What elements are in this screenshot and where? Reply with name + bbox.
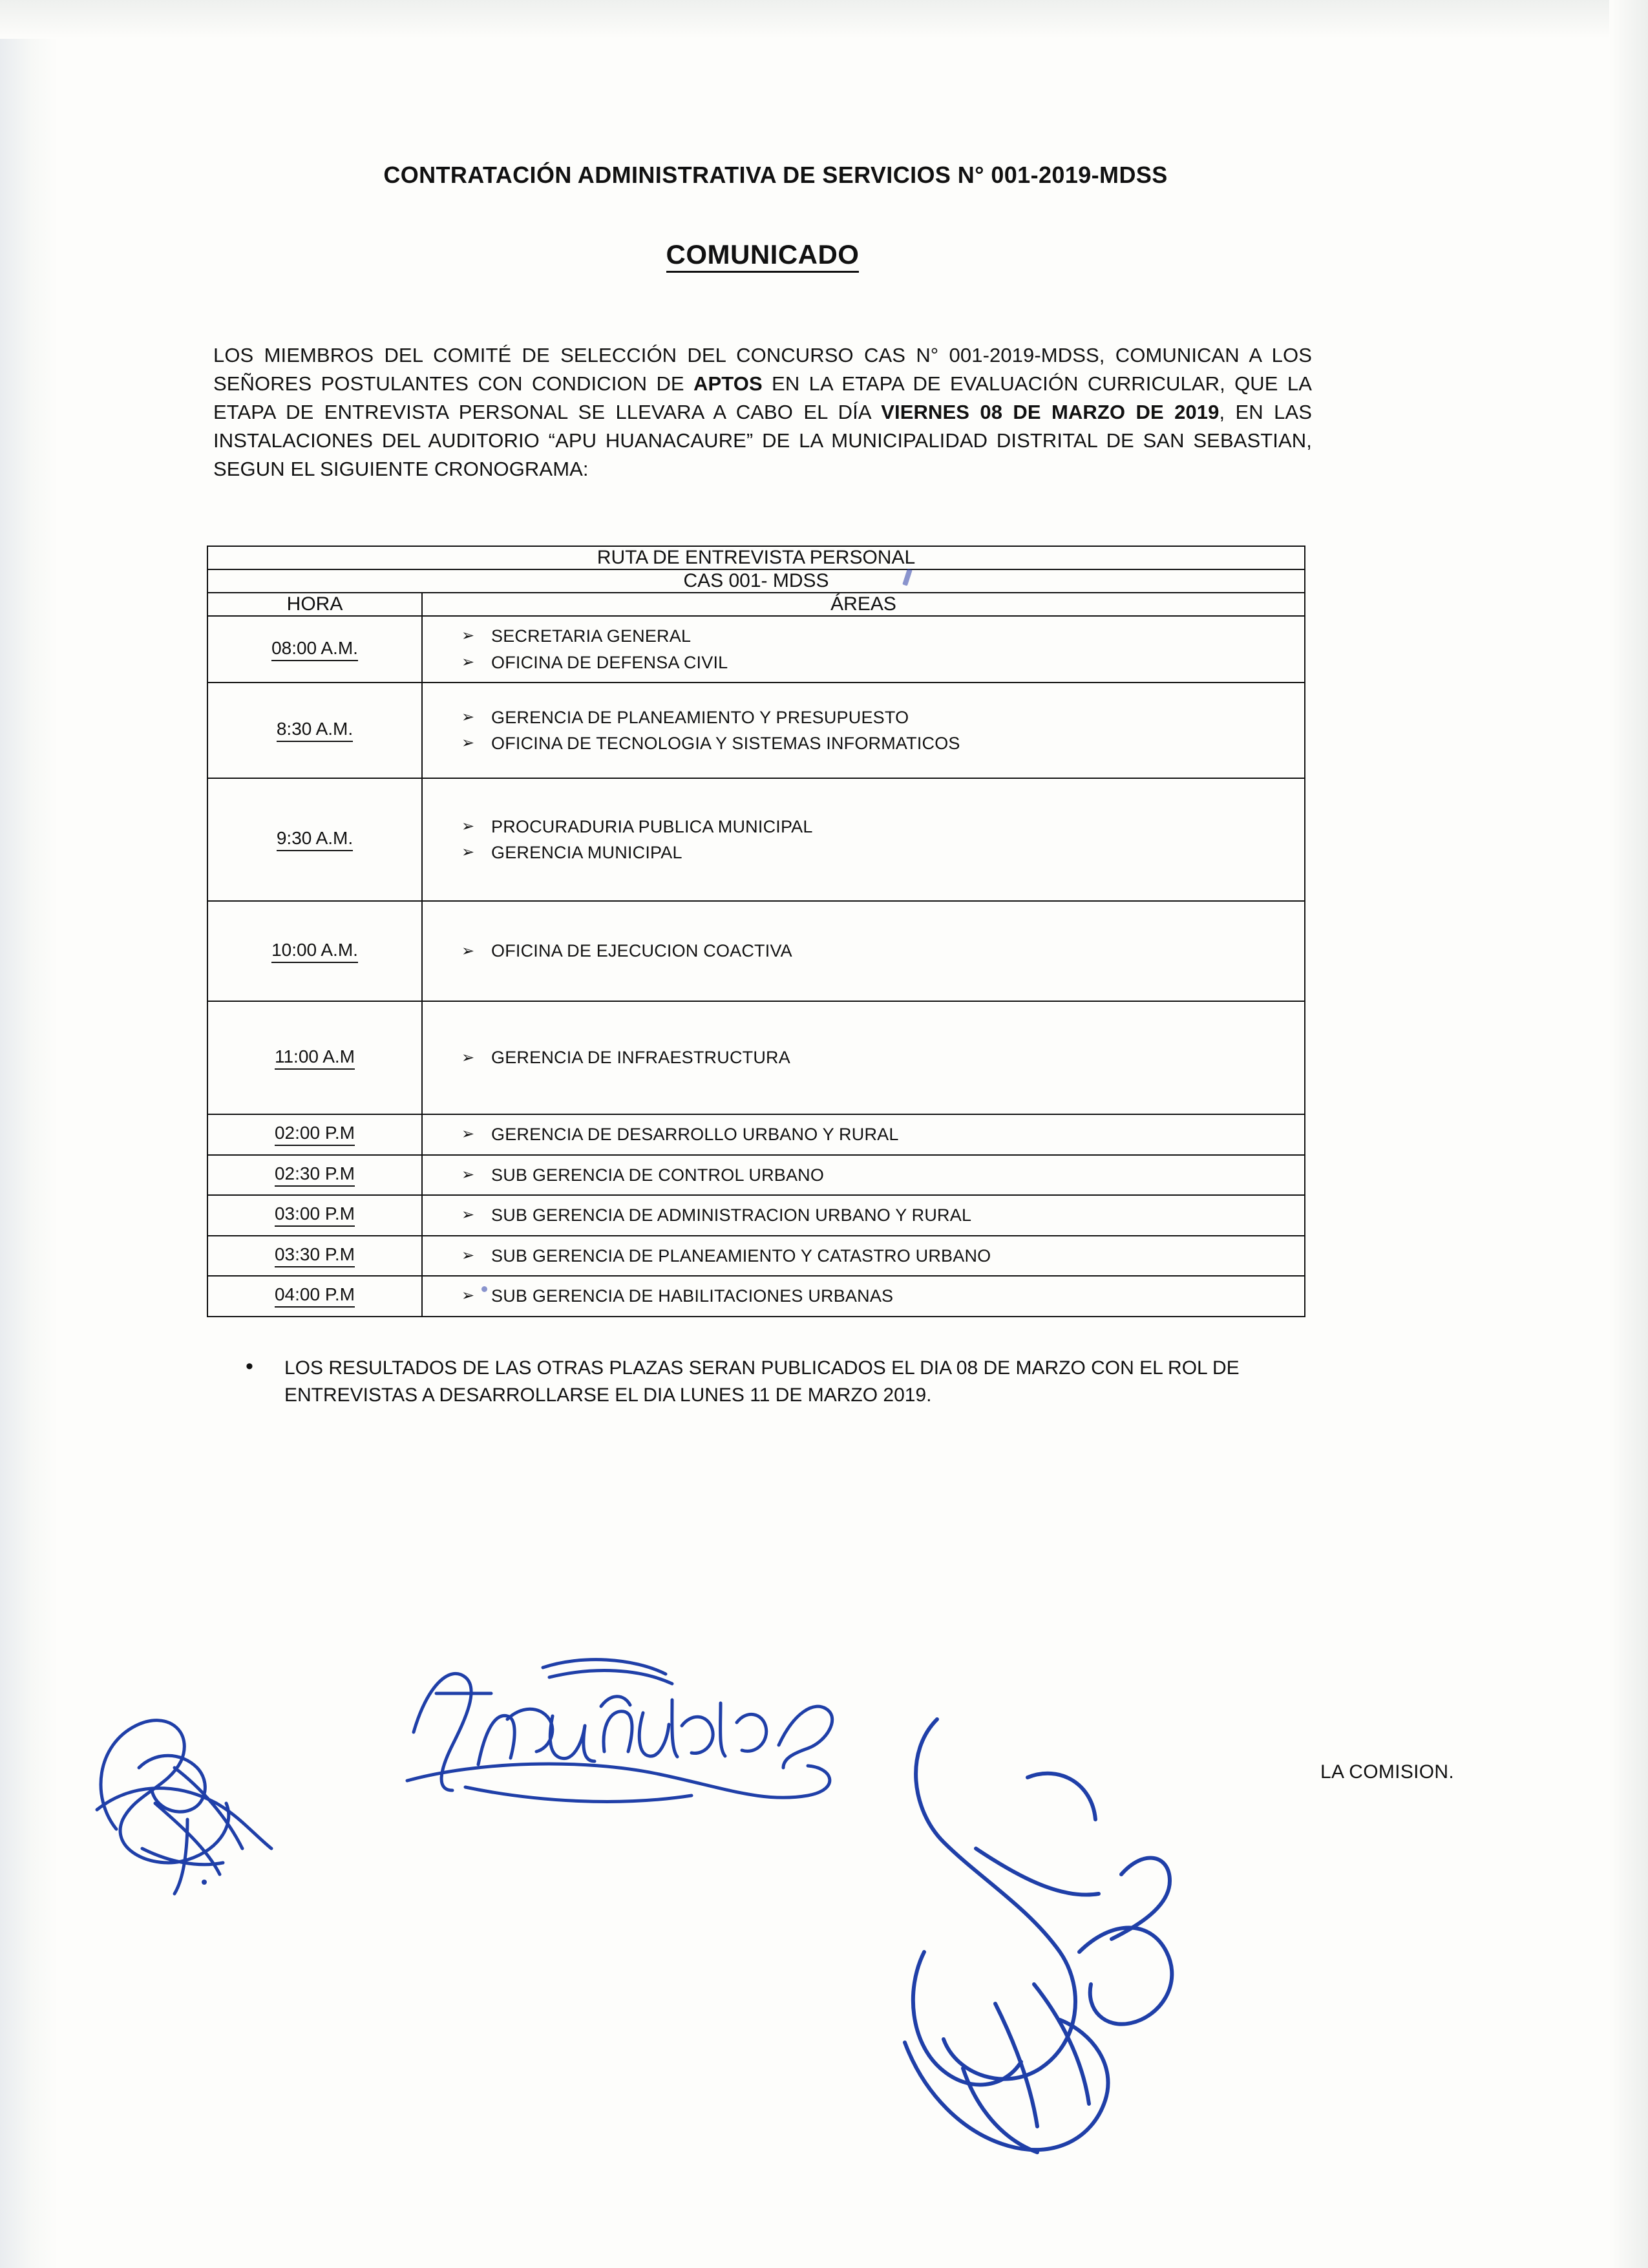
table-row	[207, 1276, 1305, 1317]
table-row	[207, 1114, 1305, 1155]
table-title-row-1	[207, 546, 1305, 569]
table-title-cell-2	[207, 569, 1305, 593]
row-hora-text: 03:30 P.M	[275, 1244, 355, 1267]
arrow-bullet-icon: ➢	[461, 1287, 475, 1305]
table-title-row-2	[207, 569, 1305, 593]
table-row	[207, 1155, 1305, 1196]
row-hora-text: 02:30 P.M	[275, 1163, 355, 1187]
schedule-table	[207, 546, 1305, 1317]
arrow-bullet-icon: ➢	[461, 1048, 475, 1066]
row-areas-cell	[422, 1195, 1305, 1236]
column-header-hora	[207, 593, 422, 616]
document-header-title: CONTRATACIÓN ADMINISTRATIVA DE SERVICIOS N° 001-2019-MDSS	[383, 162, 1168, 188]
area-label: SUB GERENCIA DE PLANEAMIENTO Y CATASTRO URBANO	[491, 1245, 991, 1266]
area-label: SUB GERENCIA DE CONTROL URBANO	[491, 1165, 825, 1185]
scan-edge-top	[0, 0, 1648, 39]
intro-paragraph-part3: , EN LAS INSTALACIONES DEL AUDITORIO “APU HUANACAURE” DE LA MUNICIPALIDAD DISTRITAL DE SAN SEBASTIAN, SEGUN EL SIGUIENTE CRONOGRAMA:	[213, 401, 1312, 481]
table-row	[207, 1001, 1305, 1114]
arrow-bullet-icon: ➢	[461, 708, 475, 726]
row-areas-cell	[422, 1236, 1305, 1277]
footer-note	[233, 1355, 1312, 1409]
intro-paragraph-bold2: VIERNES 08 DE MARZO DE 2019	[881, 401, 1220, 424]
arrow-bullet-icon: ➢	[461, 734, 475, 752]
list-item	[461, 623, 1304, 650]
scan-edge-left	[0, 0, 58, 2268]
area-label: PROCURADURIA PUBLICA MUNICIPAL	[491, 816, 813, 836]
row-areas-cell	[422, 1114, 1305, 1155]
row-hora-text: 08:00 A.M.	[271, 638, 358, 661]
list-item	[461, 840, 1304, 866]
table-row	[207, 778, 1305, 901]
arrow-bullet-icon: ➢	[461, 1125, 475, 1143]
table-title-line-2: CAS 001- MDSS	[683, 570, 829, 593]
arrow-bullet-icon: ➢	[461, 653, 475, 671]
row-hora-cell	[207, 1114, 422, 1155]
row-areas-cell	[422, 1001, 1305, 1114]
table-row	[207, 1236, 1305, 1277]
list-item	[461, 1162, 1304, 1189]
row-hora-cell	[207, 1155, 422, 1196]
document-subtitle-text: COMUNICADO	[666, 239, 860, 273]
row-areas-cell	[422, 1276, 1305, 1317]
area-label: OFICINA DE EJECUCION COACTIVA	[491, 941, 792, 961]
arrow-bullet-icon: ➢	[461, 1246, 475, 1264]
area-label: SECRETARIA GENERAL	[491, 626, 692, 646]
document-body	[213, 162, 1312, 1409]
row-areas-cell	[422, 901, 1305, 1001]
arrow-bullet-icon: ➢	[461, 843, 475, 862]
list-item	[461, 1283, 1304, 1309]
area-label: GERENCIA MUNICIPAL	[491, 843, 682, 863]
signature-middle	[388, 1629, 840, 1823]
row-hora-text: 8:30 A.M.	[277, 719, 353, 742]
row-hora-cell	[207, 683, 422, 778]
table-title-line-1: RUTA DE ENTREVISTA PERSONAL	[597, 547, 915, 570]
footer-note-text: LOS RESULTADOS DE LAS OTRAS PLAZAS SERAN PUBLICADOS EL DIA 08 DE MARZO CON EL ROL DE ENTREVISTAS A DESARROLLARSE EL DIA LUNES 11 DE MARZO 2019.	[284, 1357, 1240, 1406]
table-row	[207, 1195, 1305, 1236]
row-hora-text: 9:30 A.M.	[277, 828, 353, 851]
row-hora-text: 03:00 P.M	[275, 1203, 355, 1227]
commission-caption: LA COMISION.	[1320, 1761, 1454, 1783]
signature-left	[78, 1655, 349, 1926]
stray-ink-dot	[481, 1286, 487, 1292]
list-item	[461, 814, 1304, 840]
area-label: OFICINA DE DEFENSA CIVIL	[491, 652, 728, 672]
row-hora-cell	[207, 1195, 422, 1236]
document-subtitle	[213, 239, 1312, 270]
list-item	[461, 1121, 1304, 1148]
signature-bottom	[866, 1680, 1228, 2198]
column-header-areas-text: ÁREAS	[830, 593, 896, 617]
row-hora-cell	[207, 616, 422, 683]
area-label: SUB GERENCIA DE HABILITACIONES URBANAS	[491, 1286, 894, 1306]
arrow-bullet-icon: ➢	[461, 627, 475, 645]
row-hora-cell	[207, 1276, 422, 1317]
area-label: SUB GERENCIA DE ADMINISTRACION URBANO Y RURAL	[491, 1205, 972, 1225]
row-hora-cell	[207, 1236, 422, 1277]
row-hora-cell	[207, 1001, 422, 1114]
arrow-bullet-icon: ➢	[461, 1165, 475, 1183]
area-label: GERENCIA DE INFRAESTRUCTURA	[491, 1048, 790, 1068]
row-hora-cell	[207, 901, 422, 1001]
row-areas-cell	[422, 778, 1305, 901]
intro-paragraph-part1: LOS MIEMBROS DEL COMITÉ DE SELECCIÓN DEL CONCURSO CAS N° 001-2019-MDSS, COMUNICAN A LOS SEÑORES POSTULANTES CON CONDICION DE	[213, 344, 1312, 396]
list-item	[461, 705, 1304, 731]
list-item	[461, 1044, 1304, 1071]
table-row	[207, 901, 1305, 1001]
intro-paragraph-part2: EN LA ETAPA DE EVALUACIÓN CURRICULAR, QUE LA ETAPA DE ENTREVISTA PERSONAL SE LLEVARA A CABO EL DÍA	[213, 372, 1312, 424]
bullet-dot-icon: •	[246, 1353, 253, 1379]
area-label: GERENCIA DE PLANEAMIENTO Y PRESUPUESTO	[491, 707, 909, 727]
list-item	[461, 1243, 1304, 1269]
arrow-bullet-icon: ➢	[461, 942, 475, 960]
scan-edge-right	[1609, 0, 1648, 2268]
row-areas-cell	[422, 683, 1305, 778]
row-areas-cell	[422, 1155, 1305, 1196]
list-item	[461, 650, 1304, 676]
list-item	[461, 730, 1304, 757]
table-row	[207, 616, 1305, 683]
row-hora-text: 02:00 P.M	[275, 1123, 355, 1146]
column-header-areas	[422, 593, 1305, 616]
table-header-row	[207, 593, 1305, 616]
table-row	[207, 683, 1305, 778]
column-header-hora-text: HORA	[287, 593, 343, 617]
row-hora-text: 11:00 A.M	[275, 1046, 355, 1070]
list-item	[461, 1202, 1304, 1229]
row-hora-text: 04:00 P.M	[275, 1284, 355, 1308]
intro-paragraph-bold1: APTOS	[693, 372, 763, 396]
area-label: OFICINA DE TECNOLOGIA Y SISTEMAS INFORMATICOS	[491, 734, 960, 754]
row-hora-text: 10:00 A.M.	[271, 940, 358, 963]
schedule-table-body	[207, 546, 1305, 1317]
area-label: GERENCIA DE DESARROLLO URBANO Y RURAL	[491, 1125, 899, 1145]
arrow-bullet-icon: ➢	[461, 1206, 475, 1224]
intro-paragraph	[213, 341, 1312, 483]
arrow-bullet-icon: ➢	[461, 817, 475, 835]
list-item	[461, 938, 1304, 964]
row-areas-cell	[422, 616, 1305, 683]
table-title-cell-1	[207, 546, 1305, 569]
row-hora-cell	[207, 778, 422, 901]
